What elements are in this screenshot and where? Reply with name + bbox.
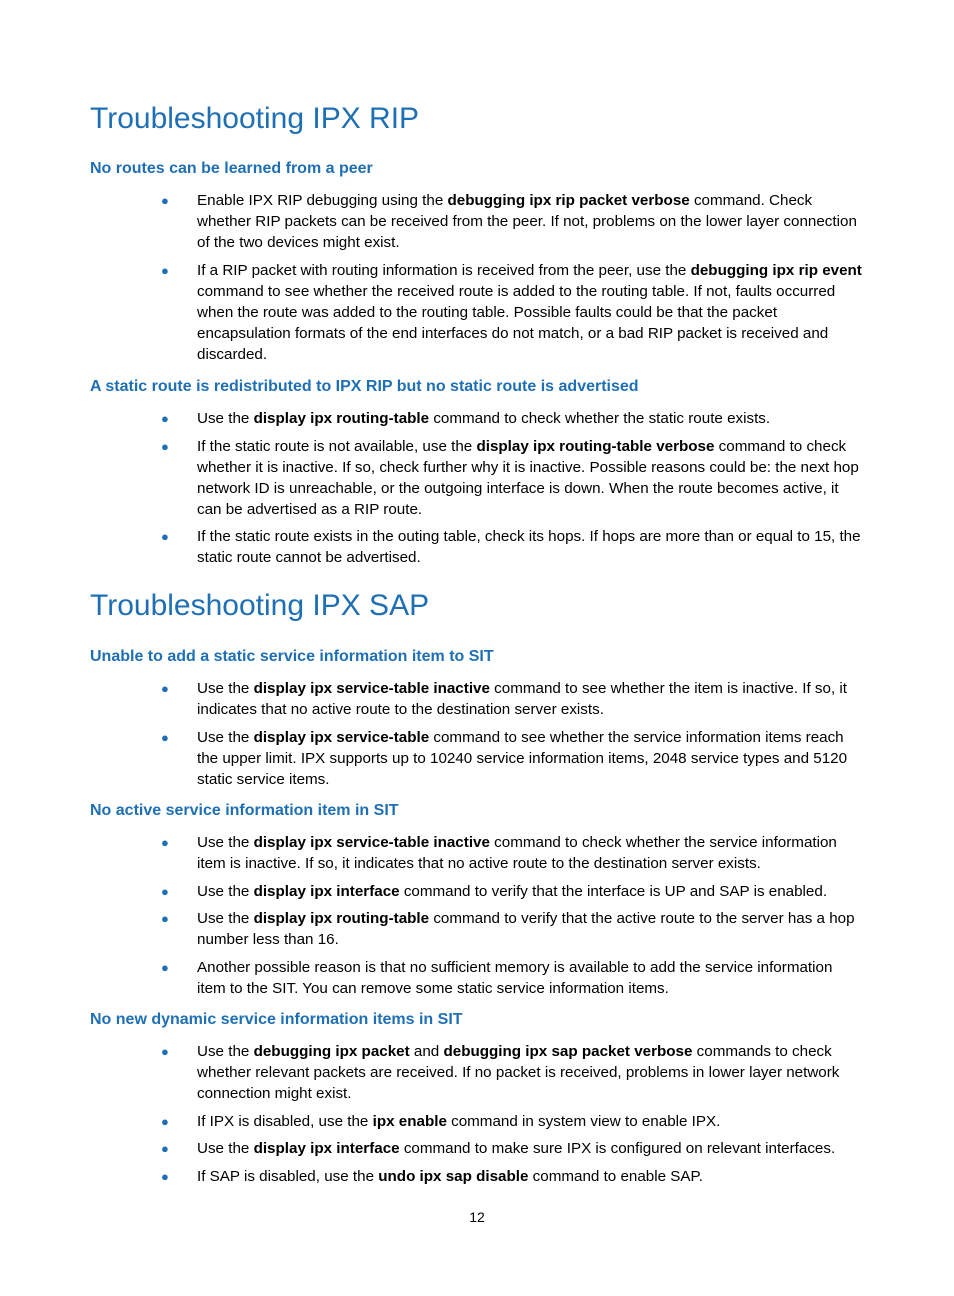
body-text: command to see whether the service information items reach the upper limit. IPX supports up to 10240 service information items, 2048 service types and 5120 static service items. xyxy=(197,728,848,788)
bullet-icon: ● xyxy=(161,529,169,544)
bullet-list xyxy=(0,678,864,796)
bullet-icon: ● xyxy=(161,193,169,208)
list-item xyxy=(0,260,864,365)
bullet-icon: ● xyxy=(161,959,169,975)
section-title-ipx-rip: Troubleshooting IPX RIP xyxy=(90,102,420,135)
body-text: commands to check whether relevant packets are received. If no packet is received, problems in lower layer network connection might exist. xyxy=(197,1043,840,1102)
bullet-list xyxy=(0,190,864,371)
bullet-icon: ● xyxy=(161,1044,169,1059)
subsection-title-unable-add-static: Unable to add a static service information item to SIT xyxy=(90,648,494,665)
body-text: command to see whether the item is inactive. If so, it indicates that no active route to the destination server exists. xyxy=(197,680,847,718)
command-text: display ipx service-table inactive xyxy=(253,834,490,851)
bullet-list xyxy=(0,408,864,575)
bullet-icon: ● xyxy=(161,911,169,926)
command-text: display ipx routing-table xyxy=(253,910,430,927)
section-title-ipx-sap: Troubleshooting IPX SAP xyxy=(90,589,430,622)
body-text: Use the xyxy=(197,410,254,427)
list-item xyxy=(0,408,864,429)
list-item xyxy=(0,526,864,568)
body-text: Use the xyxy=(197,882,254,900)
bullet-icon: ● xyxy=(161,1113,169,1129)
list-item xyxy=(0,436,864,520)
command-text: display ipx service-table inactive xyxy=(253,680,490,697)
command-text: ipx enable xyxy=(372,1112,447,1130)
list-item xyxy=(0,190,864,253)
body-text: If the static route is not available, use the xyxy=(197,437,477,455)
list-item xyxy=(0,678,864,720)
bullet-icon: ● xyxy=(161,729,169,745)
list-item xyxy=(0,908,864,950)
body-text: Use the xyxy=(197,1043,254,1060)
subsection-title-static-route: A static route is redistributed to IPX RIP but no static route is advertised xyxy=(90,378,639,395)
command-text: display ipx service-table xyxy=(253,728,430,746)
list-item xyxy=(0,957,864,999)
body-text: command to check whether the static route exists. xyxy=(429,410,771,427)
body-text: command in system view to enable IPX. xyxy=(446,1112,721,1130)
body-text: command to enable SAP. xyxy=(528,1167,703,1185)
bullet-list xyxy=(0,1041,864,1193)
list-item xyxy=(0,881,864,902)
body-text: Use the xyxy=(197,728,254,746)
command-text: display ipx routing-table verbose xyxy=(476,437,715,455)
body-text: command. Check whether RIP packets can be received from the peer. If not, problems on the lower layer connection of the two devices might exist. xyxy=(197,192,857,251)
body-text: command to verify that the active route to the server has a hop number less than 16. xyxy=(197,910,855,948)
bullet-icon: ● xyxy=(161,1141,169,1156)
body-text: command to see whether the received route is added to the routing table. If not, faults occurred when the route was added to the routing table. Possible faults could be that the packet encapsulation formats of the end interfaces do not match, or a bad RIP packet is received and discarded. xyxy=(197,282,836,363)
bullet-icon: ● xyxy=(161,438,169,454)
command-text: undo ipx sap disable xyxy=(378,1167,529,1185)
body-text: Use the xyxy=(197,910,254,927)
subsection-title-no-new-dynamic: No new dynamic service information items in SIT xyxy=(90,1011,463,1028)
body-text: command to check whether it is inactive. If so, check further why it is inactive. Possible reasons could be: the next hop network ID is unreachable, or the outgoing interface is down. When the route becomes active, it can be advertised as a RIP route. xyxy=(197,437,859,518)
command-text: display ipx interface xyxy=(253,882,400,900)
bullet-icon: ● xyxy=(161,262,169,278)
bullet-icon: ● xyxy=(161,835,169,850)
body-text: command to check whether the service information item is inactive. If so, it indicates that no active route to the destination server exists. xyxy=(197,834,837,872)
command-text: display ipx routing-table xyxy=(253,410,430,427)
bullet-icon: ● xyxy=(161,883,169,899)
body-text: If SAP is disabled, use the xyxy=(197,1167,379,1185)
body-text: command to make sure IPX is configured on relevant interfaces. xyxy=(399,1140,836,1157)
command-text: debugging ipx rip packet verbose xyxy=(447,192,690,209)
command-text: debugging ipx sap packet verbose xyxy=(443,1043,693,1060)
list-item xyxy=(0,1138,864,1159)
list-item xyxy=(0,727,864,790)
list-item xyxy=(0,832,864,874)
body-text: Use the xyxy=(197,1140,254,1157)
command-text: debugging ipx rip event xyxy=(690,261,862,279)
body-text: If the static route exists in the outing table, check its hops. If hops are more than or equal to 15, the static route cannot be advertised. xyxy=(197,528,861,566)
list-item xyxy=(0,1041,864,1104)
bullet-list xyxy=(0,832,864,1005)
bullet-icon: ● xyxy=(161,411,169,426)
body-text: Use the xyxy=(197,680,254,697)
command-text: display ipx interface xyxy=(253,1140,400,1157)
bullet-icon: ● xyxy=(161,681,169,696)
page-number: 12 xyxy=(469,1209,485,1225)
bullet-icon: ● xyxy=(161,1168,169,1184)
subsection-title-no-routes: No routes can be learned from a peer xyxy=(90,160,373,177)
list-item xyxy=(0,1111,864,1132)
body-text: command to verify that the interface is UP and SAP is enabled. xyxy=(399,882,828,900)
body-text: and xyxy=(409,1043,444,1060)
body-text: Another possible reason is that no sufficient memory is available to add the service information item to the SIT. You can remove some static service information items. xyxy=(197,958,833,997)
subsection-title-no-active-item: No active service information item in SIT xyxy=(90,802,399,819)
body-text: If IPX is disabled, use the xyxy=(197,1112,373,1130)
body-text: Enable IPX RIP debugging using the xyxy=(197,192,448,209)
list-item xyxy=(0,1166,864,1187)
body-text: Use the xyxy=(197,834,254,851)
body-text: If a RIP packet with routing information is received from the peer, use the xyxy=(197,261,691,279)
command-text: debugging ipx packet xyxy=(253,1043,410,1060)
